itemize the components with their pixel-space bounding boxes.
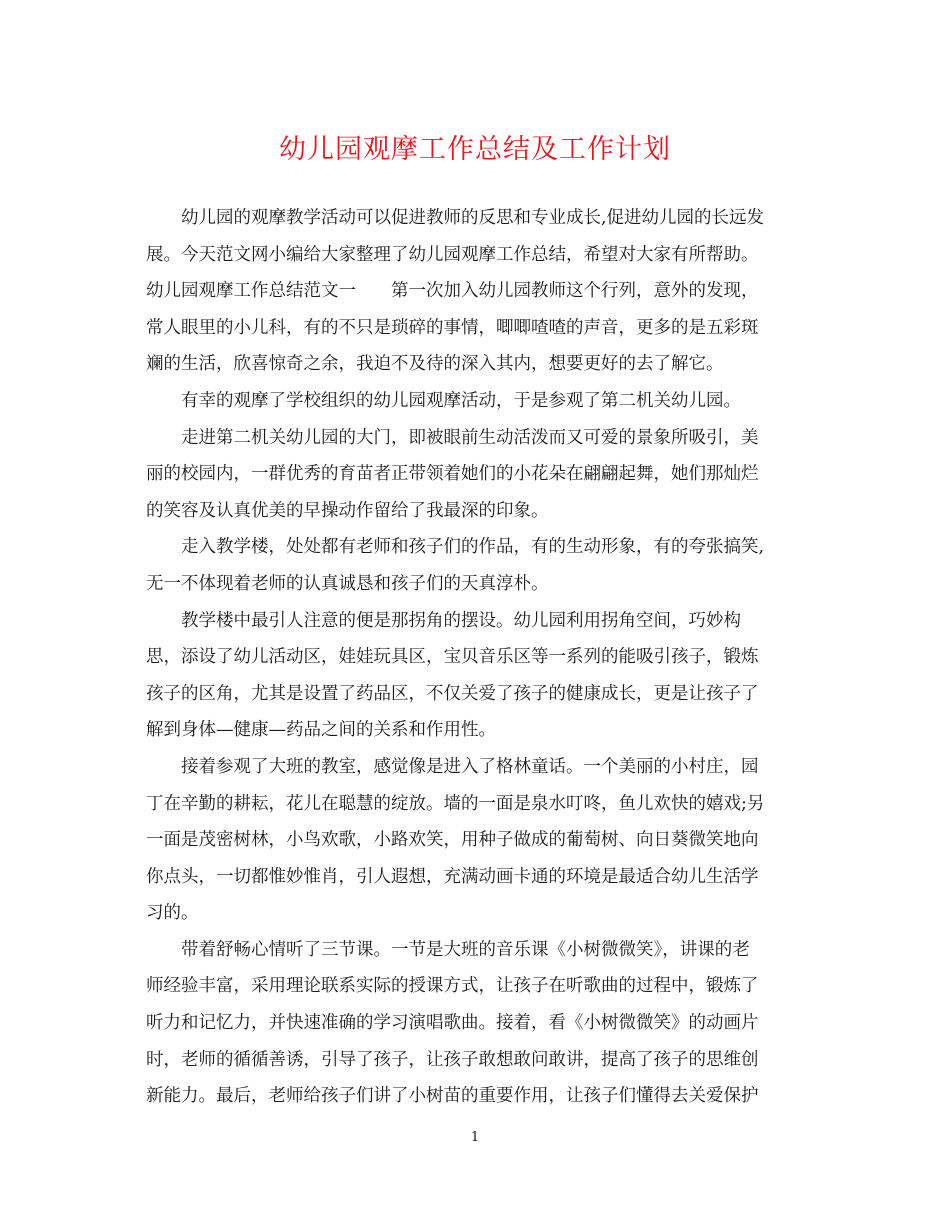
- text-line: 孩子的区角，尤其是设置了药品区，不仅关爱了孩子的健康成长，更是让孩子了: [146, 683, 759, 704]
- text-line: 教学楼中最引人注意的便是那拐角的摆设。幼儿园利用拐角空间，巧妙构: [181, 610, 741, 631]
- text-line: 一面是茂密树林，小鸟欢歌，小路欢笑，用种子做成的葡萄树、向日葵微笑地向: [146, 830, 759, 851]
- text-line: 有幸的观摩了学校组织的幼儿园观摩活动，于是参观了第二机关幼儿园。: [181, 390, 741, 411]
- text-line: 幼儿园的观摩教学活动可以促进教师的反思和专业成长,促进幼儿园的长远发: [181, 208, 765, 228]
- text-line: 走入教学楼，处处都有老师和孩子们的作品，有的生动形象，有的夸张搞笑,: [181, 537, 765, 558]
- text-line: 新能力。最后，老师给孩子们讲了小树苗的重要作用，让孩子们懂得去关爱保护: [146, 1086, 759, 1107]
- page-number: 1: [470, 1130, 480, 1145]
- text-line: 斓的生活，欣喜惊奇之余，我迫不及待的深入其内，想要更好的去了解它。: [146, 354, 724, 375]
- text-line: 习的。: [146, 903, 199, 924]
- text-line: 丽的校园内，一群优秀的育苗者正带领着她们的小花朵在翩翩起舞，她们那灿烂: [146, 464, 759, 485]
- text-line: 走进第二机关幼儿园的大门，即被眼前生动活泼而又可爱的景象所吸引，美: [181, 427, 759, 448]
- text-line: 带着舒畅心情听了三节课。一节是大班的音乐课《小树微微笑》，讲课的老: [181, 939, 750, 960]
- text-line: 时，老师的循循善诱，引导了孩子，让孩子敢想敢问敢讲，提高了孩子的思维创: [146, 1049, 759, 1070]
- text-line: 展。今天范文网小编给大家整理了幼儿园观摩工作总结，希望对大家有所帮助。: [146, 244, 759, 265]
- text-line: 无一不体现着老师的认真诚恳和孩子们的天真淳朴。: [146, 573, 549, 594]
- text-line: 常人眼里的小儿科，有的不只是琐碎的事情，唧唧喳喳的声音，更多的是五彩斑: [146, 317, 759, 338]
- text-line: 接着参观了大班的教室，感觉像是进入了格林童话。一个美丽的小村庄，园: [181, 756, 759, 777]
- text-line: 师经验丰富，采用理论联系实际的授课方式，让孩子在听歌曲的过程中，锻炼了: [146, 976, 759, 997]
- document-title: 幼儿园观摩工作总结及工作计划: [279, 134, 671, 165]
- text-line: 听力和记忆力，并快速准确的学习演唱歌曲。接着，看《小树微微笑》的动画片: [146, 1013, 759, 1034]
- text-line: 解到身体—健康—药品之间的关系和作用性。: [146, 720, 496, 741]
- text-line: 思，添设了幼儿活动区，娃娃玩具区，宝贝音乐区等一系列的能吸引孩子，锻炼: [146, 647, 759, 668]
- document-body: [146, 200, 814, 1115]
- text-line: 幼儿园观摩工作总结范文一 第一次加入幼儿园教师这个行列，意外的发现，: [146, 281, 759, 302]
- text-line: 你点头，一切都惟妙惟肖，引人遐想，充满动画卡通的环境是最适合幼儿生活学: [146, 866, 759, 887]
- text-line: 的笑容及认真优美的早操动作留给了我最深的印象。: [146, 500, 549, 521]
- text-line: 丁在辛勤的耕耘，花儿在聪慧的绽放。墙的一面是泉水叮咚，鱼儿欢快的嬉戏;另: [146, 793, 765, 814]
